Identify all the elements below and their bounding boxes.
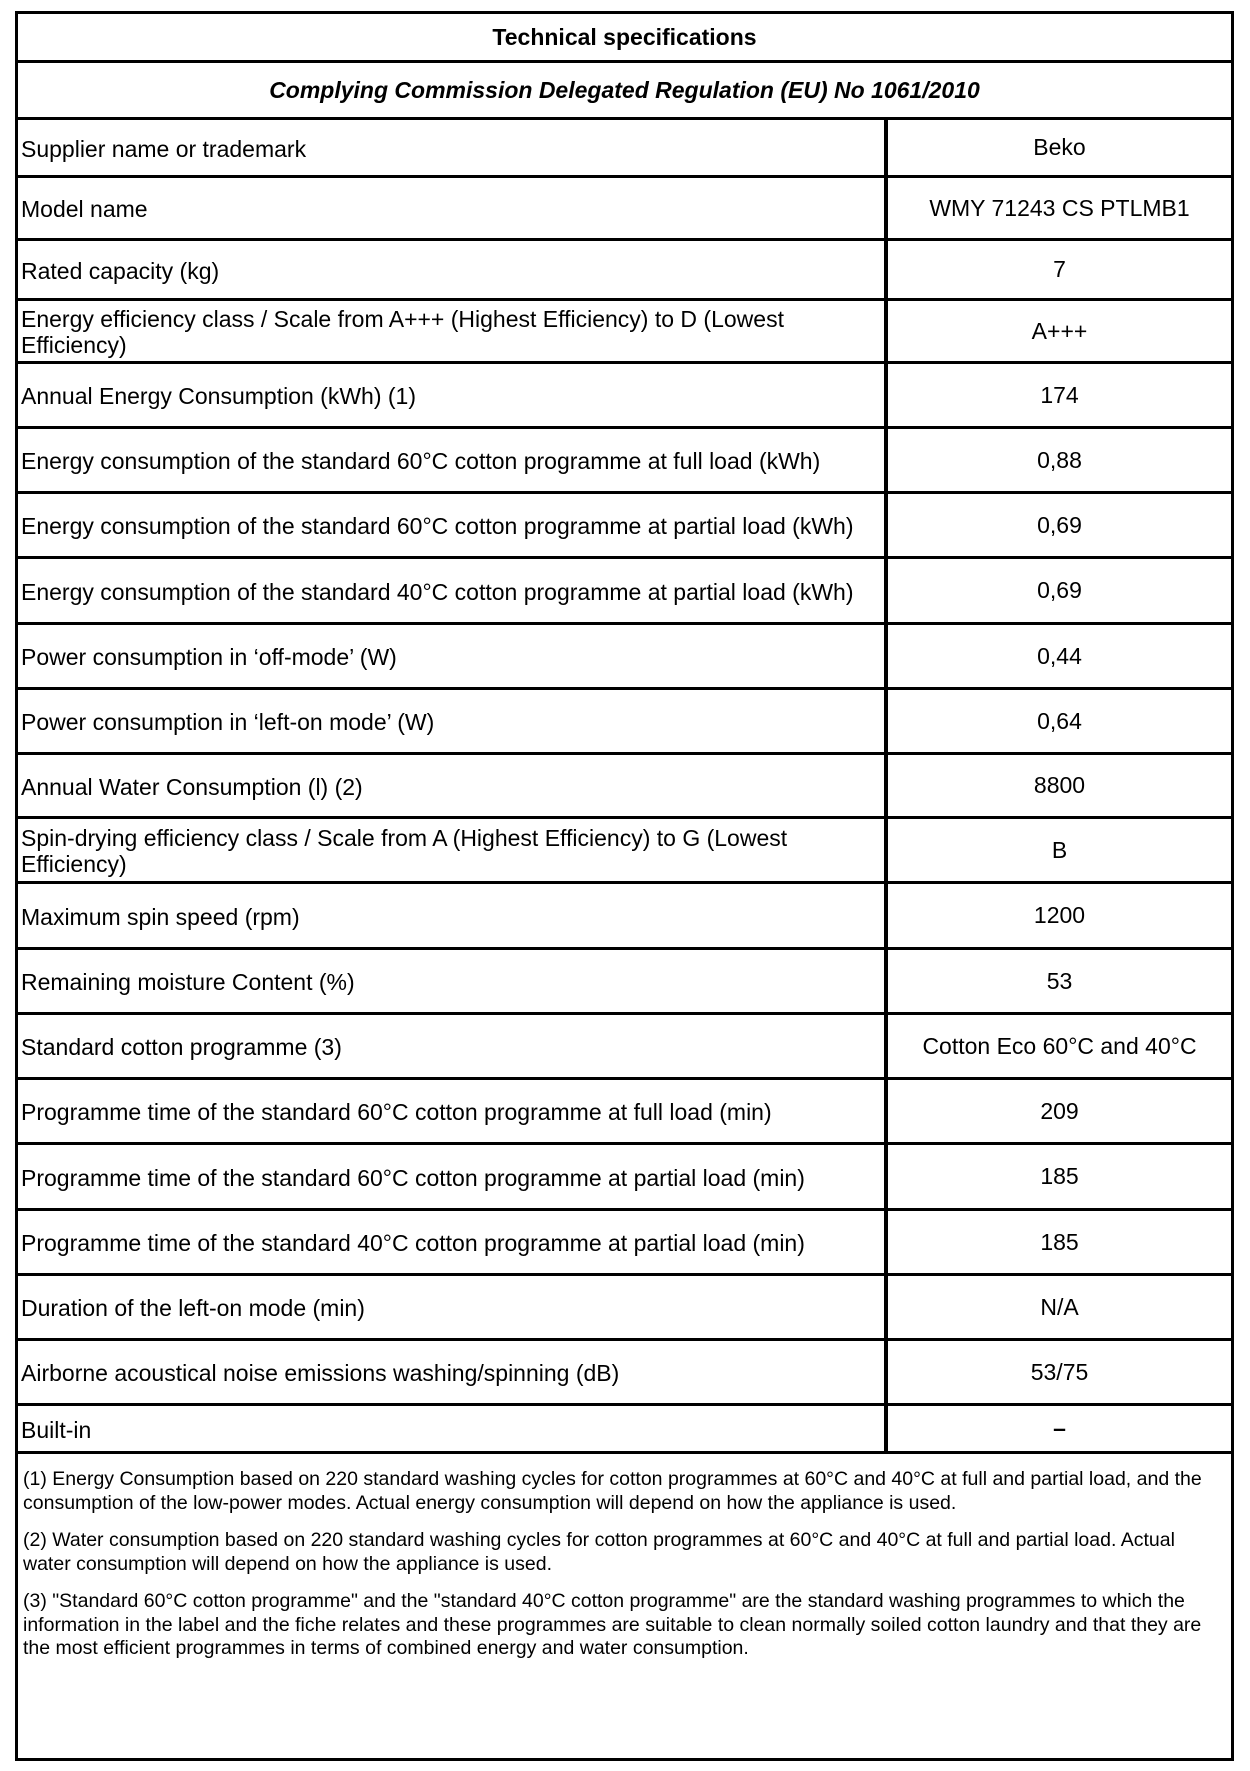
- spec-value: Cotton Eco 60°C and 40°C: [922, 1032, 1197, 1059]
- spec-label: Energy efficiency class / Scale from A+++ (Highest Efficiency) to D (Lowest Efficiency): [18, 301, 888, 361]
- spec-label: Built-in: [18, 1406, 888, 1451]
- spec-value: 209: [1040, 1097, 1079, 1124]
- footnote-1: (1) Energy Consumption based on 220 standard washing cycles for cotton programmes at 60°C and 40°C at full and partial load, and the consumption of the low-power modes. Actual energy consumption will depend on how the appliance is used.: [23, 1468, 1202, 1514]
- spec-value: 185: [1040, 1163, 1079, 1189]
- spec-row-standard-programme: [18, 1015, 1231, 1080]
- spec-row-model: [18, 178, 1231, 241]
- spec-value: 0,88: [1037, 446, 1082, 473]
- spec-value: 7: [1053, 256, 1066, 282]
- spec-label: Maximum spin speed (rpm): [18, 884, 888, 947]
- footnote-3: (3) "Standard 60°C cotton programme" and the "standard 40°C cotton programme" are the standard washing programmes to which the information in the label and the fiche relates and these programmes are suitable to clean normally soiled cotton laundry and that they are the most efficient programmes in terms of combined energy and water consumption.: [23, 1590, 1202, 1659]
- spec-label: Power consumption in ‘off-mode’ (W): [18, 625, 888, 687]
- spec-value: 0,69: [1037, 511, 1082, 538]
- spec-label: Programme time of the standard 60°C cotton programme at full load (min): [18, 1080, 888, 1142]
- spec-row-spin-class: [18, 819, 1231, 884]
- spec-row-energy-40-partial: [18, 559, 1231, 625]
- spec-row-time-60-partial: [18, 1145, 1231, 1211]
- spec-label: Spin-drying efficiency class / Scale from A (Highest Efficiency) to G (Lowest Efficiency): [18, 819, 888, 881]
- spec-label: Energy consumption of the standard 60°C cotton programme at full load (kWh): [18, 429, 888, 491]
- spec-value: 0,69: [1037, 577, 1082, 603]
- spec-row-capacity: [18, 241, 1231, 301]
- spec-label: Power consumption in ‘left-on mode’ (W): [18, 690, 888, 752]
- spec-value: 53: [1046, 967, 1073, 994]
- spec-value: 8800: [1033, 772, 1086, 798]
- footnotes: [18, 1454, 1231, 1758]
- spec-row-supplier: [18, 120, 1231, 178]
- footnote-2: (2) Water consumption based on 220 standard washing cycles for cotton programmes at 60°C and 40°C at full and partial load. Actual water consumption will depend on how the appliance is used.: [23, 1529, 1175, 1575]
- spec-label: Energy consumption of the standard 40°C cotton programme at partial load (kWh): [18, 559, 888, 622]
- spec-label: Standard cotton programme (3): [18, 1015, 888, 1077]
- spec-value: 174: [1040, 381, 1079, 408]
- spec-row-time-40-partial: [18, 1211, 1231, 1276]
- spec-label: Model name: [18, 178, 888, 238]
- spec-row-energy-60-full: [18, 429, 1231, 494]
- spec-row-water: [18, 755, 1231, 819]
- spec-row-time-60-full: [18, 1080, 1231, 1145]
- spec-label: Programme time of the standard 40°C cotton programme at partial load (min): [18, 1211, 888, 1273]
- spec-row-moisture: [18, 950, 1231, 1015]
- spec-value: –: [1053, 1415, 1066, 1441]
- spec-row-energy-60-partial: [18, 494, 1231, 559]
- spec-row-left-on-mode: [18, 690, 1231, 755]
- spec-value: N/A: [1040, 1293, 1079, 1320]
- spec-value: A+++: [1031, 317, 1088, 344]
- spec-row-energy-class: [18, 301, 1231, 364]
- spec-label: Supplier name or trademark: [18, 120, 888, 175]
- spec-sheet: [15, 11, 1234, 1761]
- spec-value: 185: [1040, 1228, 1079, 1255]
- spec-row-built-in: [18, 1406, 1231, 1454]
- spec-row-noise: [18, 1341, 1231, 1406]
- spec-label: Programme time of the standard 60°C cotton programme at partial load (min): [18, 1145, 888, 1208]
- spec-label: Airborne acoustical noise emissions washing/spinning (dB): [18, 1341, 888, 1403]
- spec-label: Duration of the left-on mode (min): [18, 1276, 888, 1338]
- spec-row-annual-energy: [18, 364, 1231, 429]
- spec-label: Annual Water Consumption (l) (2): [18, 755, 888, 816]
- spec-row-spin-speed: [18, 884, 1231, 950]
- spec-value: Beko: [1033, 134, 1086, 160]
- regulation-subtitle: Complying Commission Delegated Regulation (EU) No 1061/2010: [18, 63, 1231, 120]
- spec-value: 1200: [1033, 902, 1086, 928]
- spec-label: Remaining moisture Content (%): [18, 950, 888, 1012]
- spec-value: 0,44: [1037, 642, 1082, 669]
- spec-row-left-on-duration: [18, 1276, 1231, 1341]
- spec-value: B: [1051, 836, 1068, 863]
- spec-label: Annual Energy Consumption (kWh) (1): [18, 364, 888, 426]
- spec-row-off-mode: [18, 625, 1231, 690]
- page-title: Technical specifications: [18, 14, 1231, 63]
- spec-label: Rated capacity (kg): [18, 241, 888, 298]
- spec-value: 0,64: [1037, 707, 1082, 734]
- spec-value: 53/75: [1030, 1358, 1089, 1385]
- spec-label: Energy consumption of the standard 60°C cotton programme at partial load (kWh): [18, 494, 888, 556]
- spec-value: WMY 71243 CS PTLMB1: [929, 194, 1190, 221]
